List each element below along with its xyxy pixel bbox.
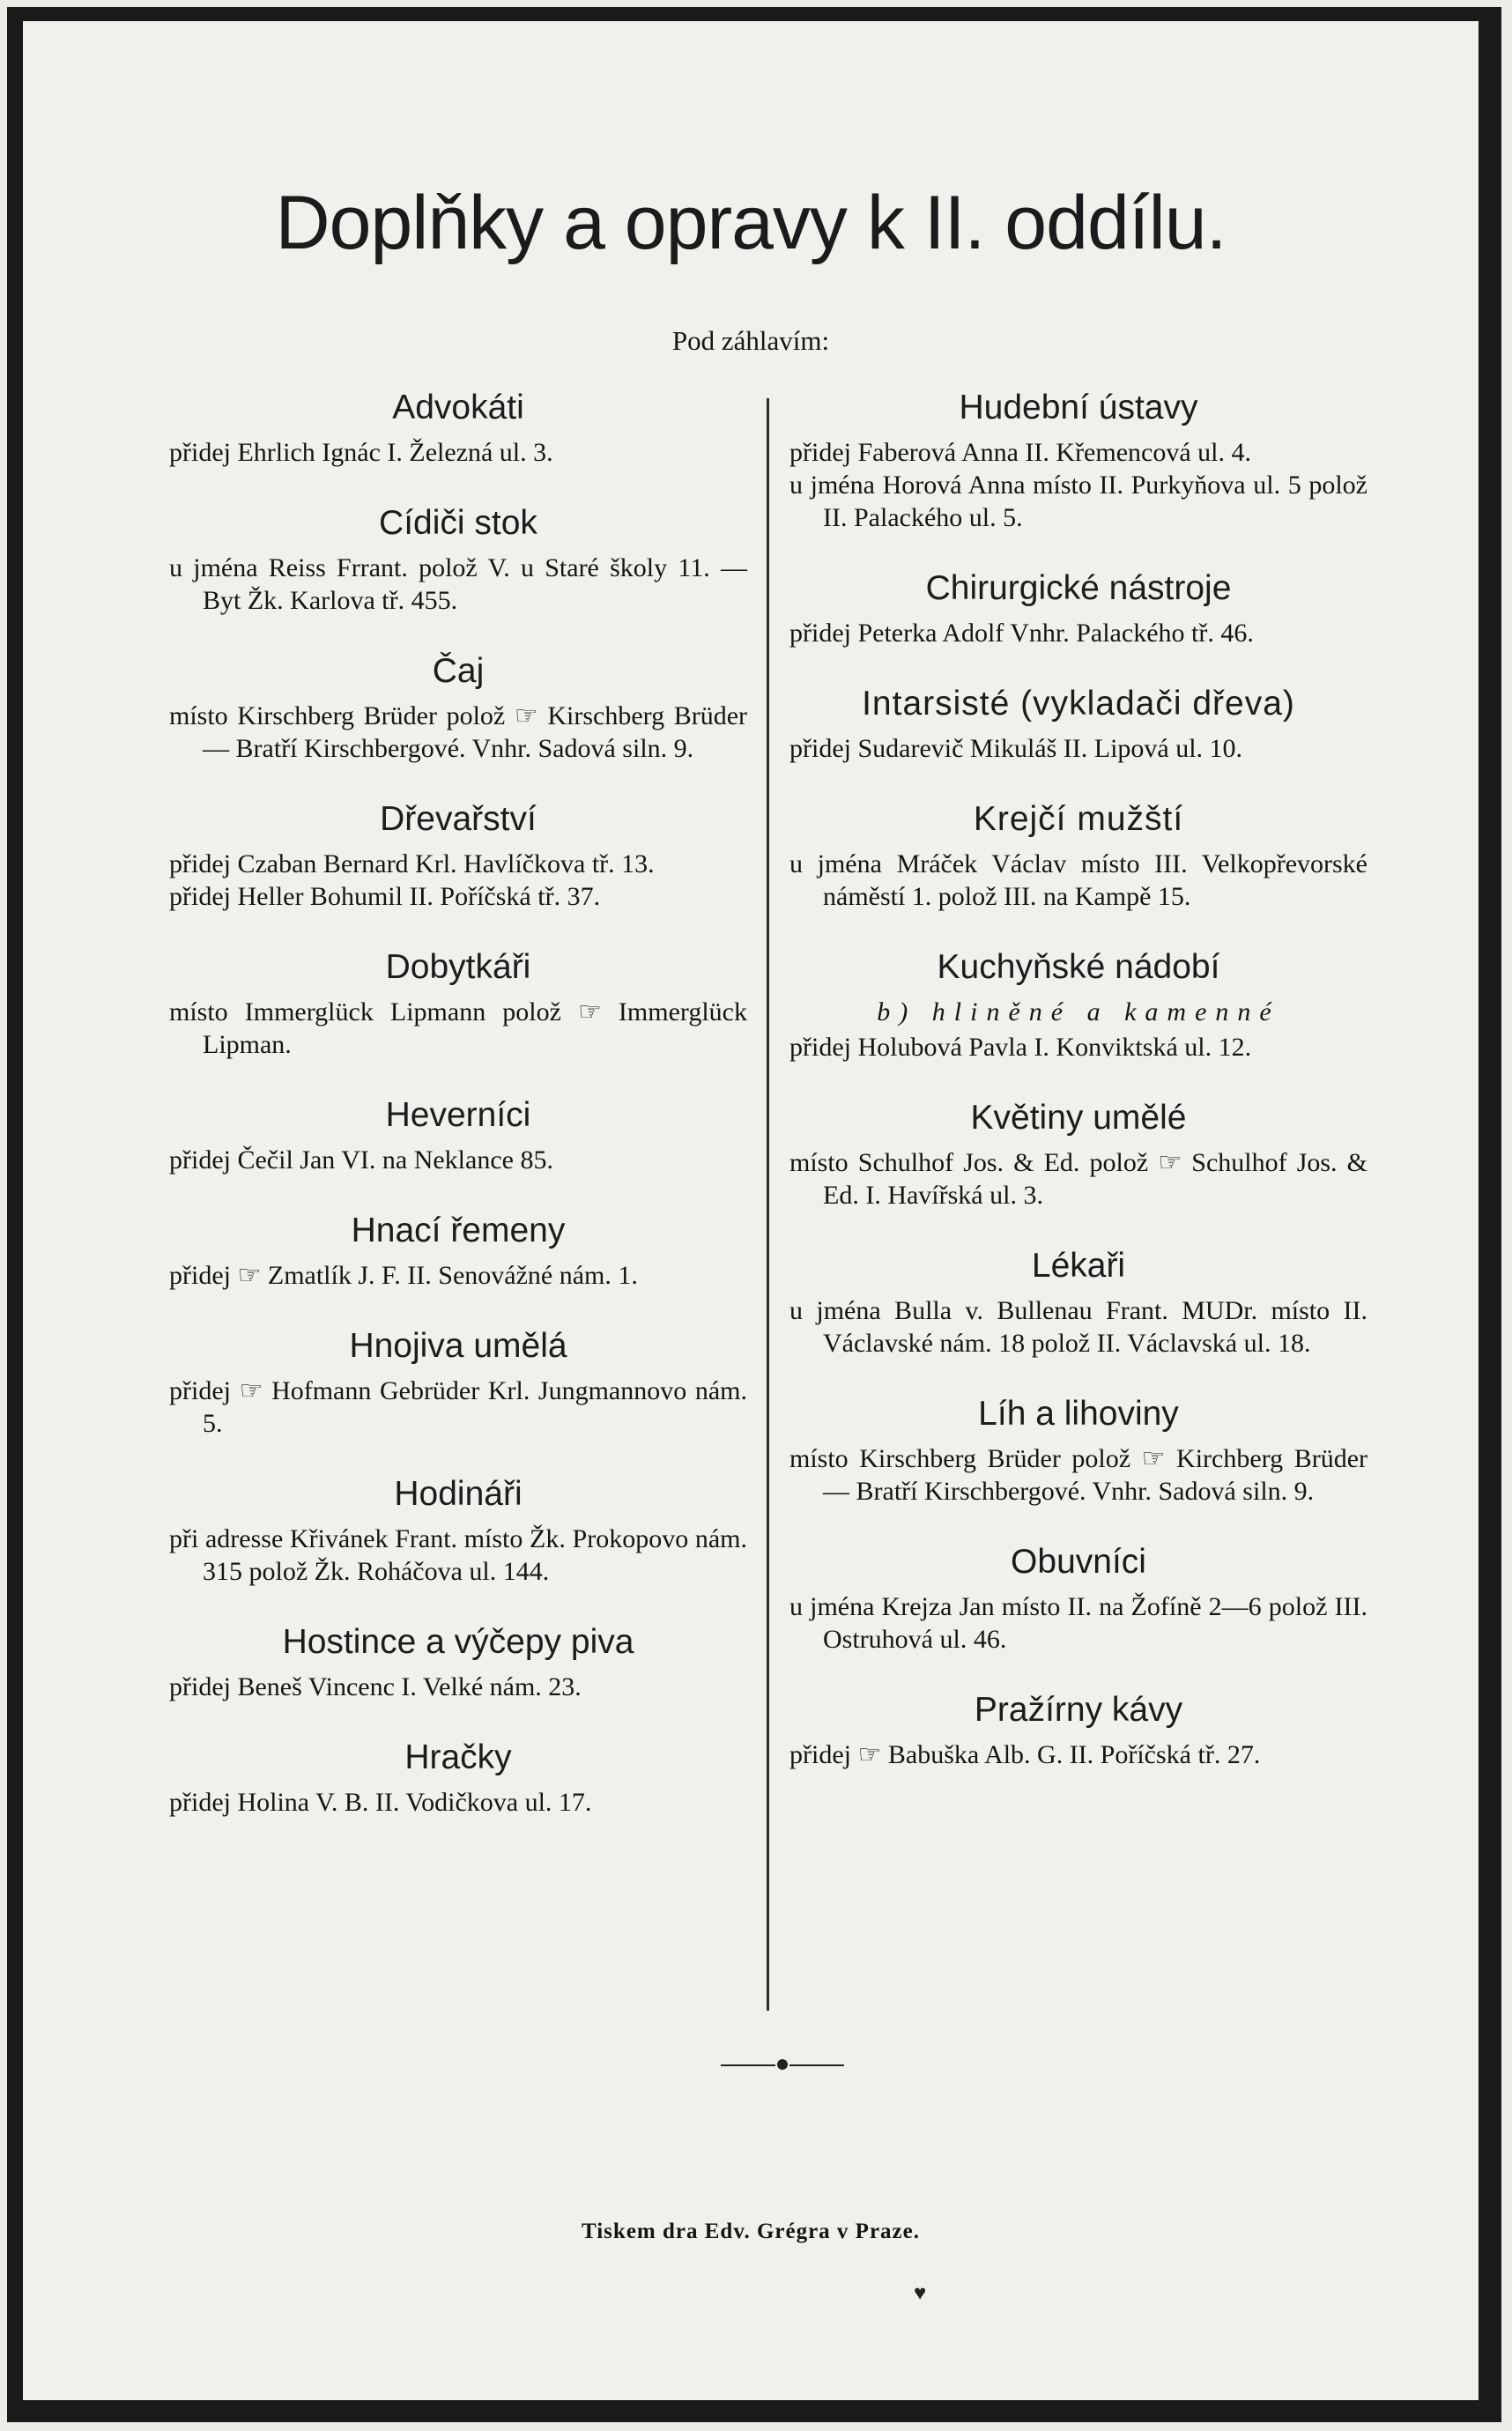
entry-text: přidej Ehrlich Ignác I. Železná ul. 3. bbox=[169, 438, 553, 467]
entry-text: přidej ☞ Hofmann Gebrüder Krl. Jungmannovo nám. 5. bbox=[169, 1376, 747, 1438]
entry-text: místo Schulhof Jos. & Ed. polož ☞ Schulhof Jos. & Ed. I. Havířská ul. 3. bbox=[789, 1148, 1367, 1210]
ornament-dot bbox=[777, 2059, 788, 2070]
entry-text: přidej ☞ Babuška Alb. G. II. Poříčská tř. 27. bbox=[789, 1740, 1261, 1769]
entry-text: přidej Čečil Jan VI. na Neklance 85. bbox=[169, 1145, 553, 1175]
entry-text: přidej Peterka Adolf Vnhr. Palackého tř. 46. bbox=[789, 619, 1254, 648]
section-krejci-muzsti bbox=[789, 798, 1367, 913]
section-heading: Květiny umělé bbox=[970, 1099, 1187, 1137]
section-kuchynske-nadobi bbox=[789, 946, 1367, 1064]
section-heading: Hudební ústavy bbox=[959, 389, 1198, 426]
section-heading: Líh a lihoviny bbox=[978, 1395, 1179, 1433]
section-heading: Dřevařství bbox=[380, 800, 537, 838]
section-heading: Dobytkáři bbox=[385, 948, 531, 986]
entry-text: u jména Reiss Frrant. polož V. u Staré školy 11. — Byt Žk. Karlova tř. 455. bbox=[169, 553, 747, 615]
right-column bbox=[789, 387, 1367, 1805]
section-drevarstvi bbox=[169, 798, 747, 913]
section-heading: Hostince a výčepy piva bbox=[282, 1623, 634, 1661]
section-heading: Lékaři bbox=[1031, 1247, 1126, 1285]
printer-imprint: Tiskem dra Edv. Grégra v Praze. bbox=[582, 2220, 920, 2243]
section-heading: Advokáti bbox=[392, 389, 524, 426]
section-lih-a-lihoviny bbox=[789, 1393, 1367, 1508]
page-subtitle: Pod záhlavím: bbox=[671, 325, 830, 356]
section-dobytkari bbox=[169, 946, 747, 1061]
section-heading: Hnojiva umělá bbox=[349, 1327, 567, 1365]
ornament-divider bbox=[721, 2057, 844, 2074]
entry-text: u jména Horová Anna místo II. Purkyňova ul. 5 polož II. Palackého ul. 5. bbox=[789, 471, 1367, 532]
section-hodinari bbox=[169, 1473, 747, 1588]
entry-text: místo Kirschberg Brüder polož ☞ Kirchberg Brüder — Bratří Kirschbergové. Vnhr. Sadová siln. 9. bbox=[789, 1444, 1367, 1506]
section-obuvnici bbox=[789, 1541, 1367, 1656]
section-heverniki bbox=[169, 1094, 747, 1176]
page-title: Doplňky a opravy k II. oddílu. bbox=[275, 181, 1227, 265]
column-divider bbox=[767, 398, 769, 2011]
entry-text: u jména Krejza Jan místo II. na Žofíně 2—6 polož III. Ostruhová ul. 46. bbox=[789, 1592, 1367, 1654]
section-hudebni-ustavy bbox=[789, 387, 1367, 534]
section-heading: Čaj bbox=[432, 652, 485, 690]
section-hnaci-remeny bbox=[169, 1210, 747, 1292]
ornament-line bbox=[789, 2064, 844, 2066]
section-subheading: b) hliněné a kamenné bbox=[877, 997, 1280, 1027]
section-hracky bbox=[169, 1737, 747, 1819]
section-heading: Heverníci bbox=[385, 1096, 531, 1134]
heart-icon: ♥ bbox=[914, 2282, 927, 2305]
section-advokati bbox=[169, 387, 747, 469]
document-page bbox=[23, 21, 1479, 2400]
section-heading: Chirurgické nástroje bbox=[925, 569, 1232, 607]
section-caj bbox=[169, 650, 747, 765]
ornament-line bbox=[721, 2064, 775, 2066]
section-heading: Kuchyňské nádobí bbox=[937, 948, 1220, 986]
section-heading: Hodináři bbox=[394, 1475, 523, 1513]
section-cidici-stok bbox=[169, 502, 747, 617]
entry-text: místo Immerglück Lipmann polož ☞ Immerglück Lipman. bbox=[169, 997, 747, 1059]
section-heading: Cídiči stok bbox=[379, 504, 537, 542]
entry-text: místo Kirschberg Brüder polož ☞ Kirschberg Brüder — Bratří Kirschbergové. Vnhr. Sadová siln. 9. bbox=[169, 701, 747, 763]
section-prazirny-kavy bbox=[789, 1689, 1367, 1771]
entry-text: přidej ☞ Zmatlík J. F. II. Senovážné nám. 1. bbox=[169, 1261, 638, 1290]
section-heading: Intarsisté (vykladači dřeva) bbox=[862, 685, 1295, 723]
section-intarsiste bbox=[789, 683, 1367, 765]
section-heading: Obuvníci bbox=[1011, 1543, 1146, 1581]
section-heading: Hnací řemeny bbox=[351, 1212, 566, 1249]
section-heading: Hračky bbox=[404, 1738, 512, 1776]
entry-text: přidej Holina V. B. II. Vodičkova ul. 17. bbox=[169, 1788, 592, 1817]
entry-text: přidej Beneš Vincenc I. Velké nám. 23. bbox=[169, 1672, 582, 1701]
entry-text: u jména Bulla v. Bullenau Frant. MUDr. místo II. Václavské nám. 18 polož II. Václavská ul. 18. bbox=[789, 1296, 1367, 1358]
section-hnojiva-umela bbox=[169, 1325, 747, 1440]
left-column bbox=[169, 387, 747, 1852]
entry-text: přidej Sudarevič Mikuláš II. Lipová ul. 10. bbox=[789, 734, 1243, 763]
section-heading: Krejčí mužští bbox=[973, 800, 1184, 838]
section-lekari bbox=[789, 1245, 1367, 1360]
section-heading: Pražírny kávy bbox=[974, 1691, 1183, 1729]
entry-text: při adresse Křivánek Frant. místo Žk. Prokopovo nám. 315 polož Žk. Roháčova ul. 144. bbox=[169, 1524, 747, 1586]
entry-text: přidej Heller Bohumil II. Poříčská tř. 37. bbox=[169, 882, 601, 911]
section-kvetiny-umele bbox=[789, 1097, 1367, 1212]
section-chirurgicke-nastroje bbox=[789, 567, 1367, 649]
entry-text: přidej Faberová Anna II. Křemencová ul. 4. bbox=[789, 438, 1251, 467]
entry-text: u jména Mráček Václav místo III. Velkopřevorské náměstí 1. polož III. na Kampě 15. bbox=[789, 849, 1367, 911]
entry-text: přidej Holubová Pavla I. Konviktská ul. 12. bbox=[789, 1033, 1252, 1062]
section-hostince bbox=[169, 1621, 747, 1703]
entry-text: přidej Czaban Bernard Krl. Havlíčkova tř. 13. bbox=[169, 849, 655, 878]
